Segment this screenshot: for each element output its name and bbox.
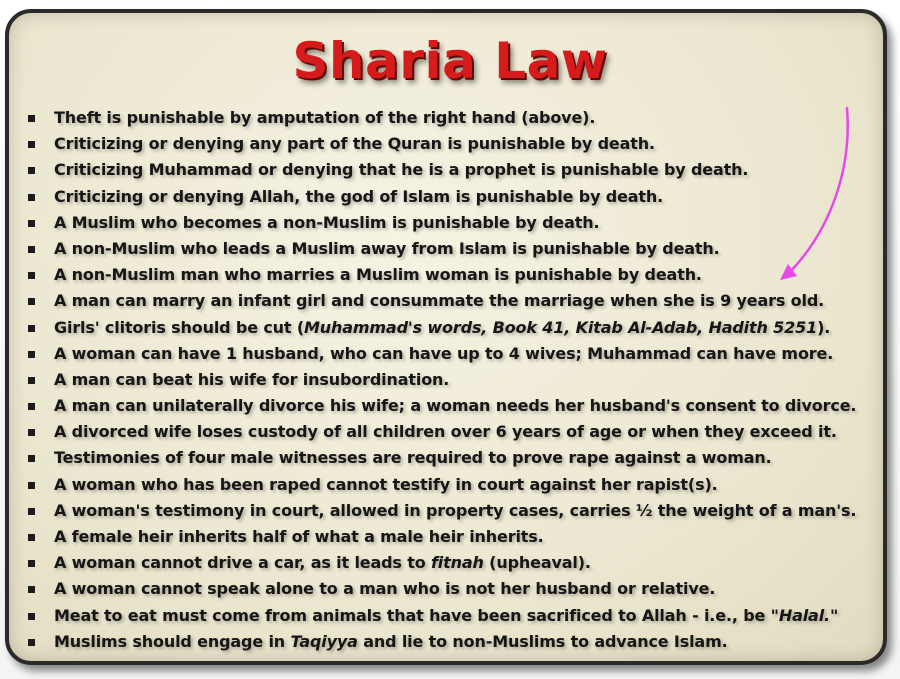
- bullet-icon: [28, 403, 35, 410]
- rule-item: [25, 236, 887, 262]
- bullet-icon: [28, 115, 35, 122]
- rule-text: Meat to eat must come from animals that have been sacrificed to Allah - i.e., be ": [54, 605, 779, 625]
- bullet-icon: [28, 613, 35, 620]
- rule-text: Criticizing Muhammad or denying that he is a prophet is punishable by death.: [54, 160, 749, 180]
- rule-item: [25, 210, 887, 236]
- rule-item: [25, 445, 887, 471]
- rule-item: [25, 576, 887, 602]
- rule-text: A female heir inherits half of what a male heir inherits.: [54, 527, 544, 546]
- curved-arrow-icon: [770, 100, 870, 290]
- rule-emphasis: fitnah: [430, 553, 484, 573]
- rule-text: A man can unilaterally divorce his wife; a woman needs her husband's consent to divorce.: [54, 396, 857, 416]
- rule-item: [25, 419, 887, 445]
- rule-item: [25, 550, 887, 576]
- rule-item: [25, 288, 887, 314]
- rule-item: [25, 315, 887, 341]
- rule-item: [25, 498, 887, 524]
- rule-text: Theft is punishable by amputation of the right hand (above).: [54, 108, 596, 127]
- bullet-icon: [28, 534, 35, 541]
- rule-item: [25, 157, 887, 183]
- rule-text: A divorced wife loses custody of all children over 6 years of age or when they exceed it.: [54, 422, 837, 442]
- rule-text: A woman who has been raped cannot testify in court against her rapist(s).: [54, 474, 718, 494]
- rule-item: [25, 367, 887, 393]
- rule-text: A man can beat his wife for insubordination.: [54, 369, 450, 389]
- rule-item: [25, 524, 887, 550]
- rule-text: Girls' clitoris should be cut (: [54, 317, 304, 337]
- rule-text: A man can marry an infant girl and consummate the marriage when she is 9 years old.: [54, 291, 825, 311]
- bullet-icon: [28, 508, 35, 515]
- bullet-icon: [28, 141, 35, 148]
- rule-text: Muslims should engage in: [54, 631, 291, 651]
- rule-item: [25, 184, 887, 210]
- bullet-icon: [28, 298, 35, 305]
- rule-text: A Muslim who becomes a non-Muslim is punishable by death.: [54, 212, 600, 232]
- bullet-icon: [28, 220, 35, 227]
- bullet-icon: [28, 272, 35, 279]
- bullet-icon: [28, 246, 35, 253]
- rule-item: [25, 131, 887, 157]
- bullet-icon: [28, 325, 35, 332]
- rule-emphasis: Muhammad's words, Book 41, Kitab Al-Adab, Hadith 5251: [303, 317, 818, 337]
- rule-item: [25, 629, 887, 655]
- rules-list: [25, 105, 887, 655]
- rule-item: [25, 393, 887, 419]
- bullet-icon: [28, 377, 35, 384]
- bullet-icon: [28, 639, 35, 646]
- rule-text-end: ": [829, 605, 839, 625]
- rule-item: [25, 603, 887, 629]
- rule-text: A woman cannot speak alone to a man who is not her husband or relative.: [54, 579, 716, 599]
- rule-text: A woman cannot drive a car, as it leads to: [54, 553, 431, 573]
- rule-text-end: ).: [817, 317, 831, 337]
- rule-text: A non-Muslim who leads a Muslim away from Islam is punishable by death.: [54, 238, 720, 258]
- bullet-icon: [28, 560, 35, 567]
- rule-text-end: (upheaval).: [483, 553, 591, 573]
- rule-item: [25, 341, 887, 367]
- rule-item: [25, 262, 887, 288]
- bullet-icon: [28, 194, 35, 201]
- bullet-icon: [28, 429, 35, 436]
- rule-text: Criticizing or denying any part of the Quran is punishable by death.: [54, 134, 655, 154]
- rule-text-end: and lie to non-Muslims to advance Islam.: [357, 631, 728, 651]
- bullet-icon: [28, 455, 35, 462]
- rule-emphasis: Taqiyya: [290, 631, 358, 651]
- rule-text: Criticizing or denying Allah, the god of Islam is punishable by death.: [54, 186, 664, 206]
- rule-item: [25, 105, 887, 131]
- bullet-icon: [28, 482, 35, 489]
- bullet-icon: [28, 167, 35, 174]
- sign-card: [5, 9, 887, 665]
- page-title: Sharia Law: [292, 32, 608, 90]
- bullet-icon: [28, 586, 35, 593]
- rule-emphasis: Halal.: [778, 605, 830, 625]
- rule-text: Testimonies of four male witnesses are required to prove rape against a woman.: [54, 448, 772, 468]
- rule-item: [25, 472, 887, 498]
- rule-text: A woman can have 1 husband, who can have up to 4 wives; Muhammad can have more.: [54, 343, 834, 363]
- rule-text: A non-Muslim man who marries a Muslim woman is punishable by death.: [54, 265, 702, 285]
- bullet-icon: [28, 351, 35, 358]
- rule-text: A woman's testimony in court, allowed in property cases, carries ½ the weight of a man's.: [54, 500, 857, 520]
